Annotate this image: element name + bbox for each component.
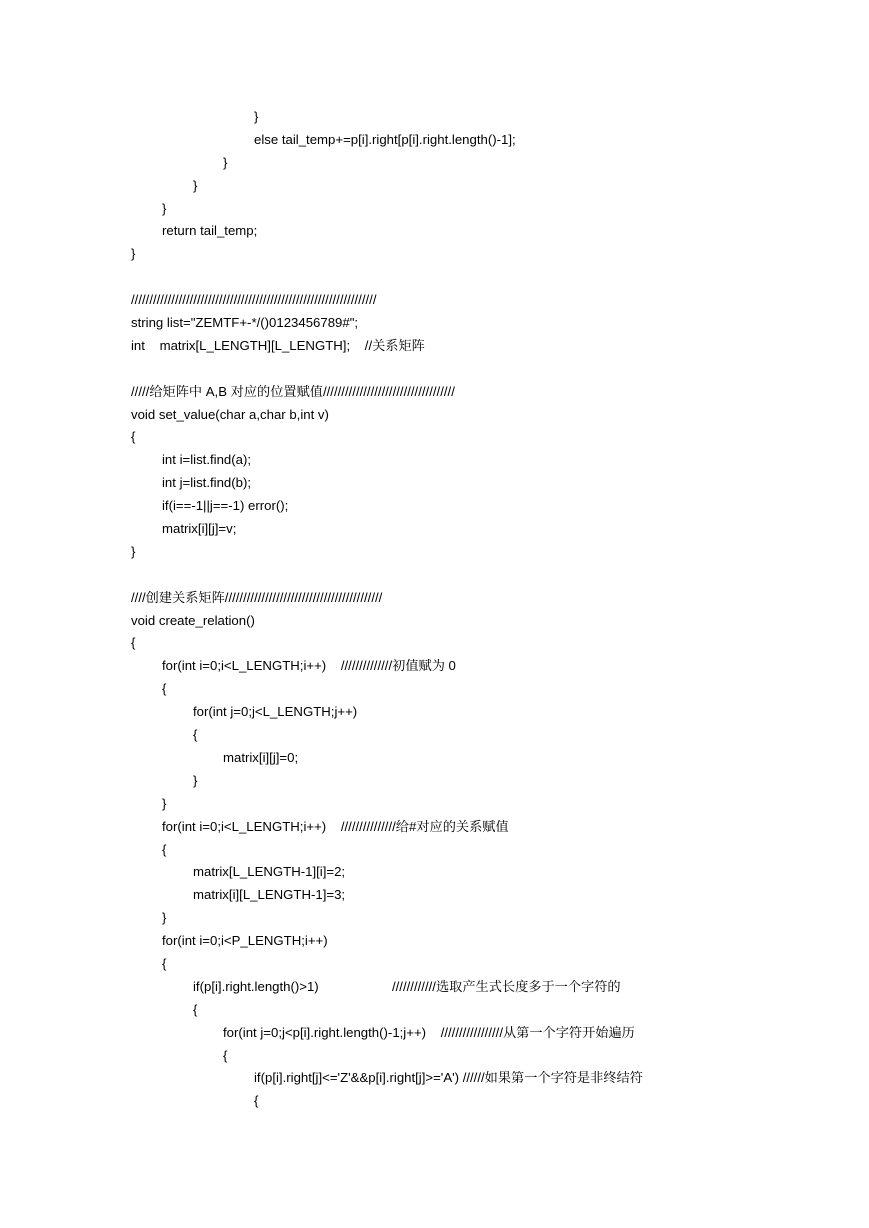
code-line: matrix[i][j]=0;	[223, 749, 299, 765]
code-line: ////创建关系矩阵///////////////////////////////////////////	[131, 589, 383, 605]
code-line: {	[131, 635, 136, 651]
code-line: matrix[i][j]=v;	[162, 521, 237, 537]
code-line: if(p[i].right.length()>1) ////////////选取产生式长度多于一个字符的	[193, 978, 621, 994]
code-line: /////给矩阵中 A,B 对应的位置赋值////////////////////////////////////	[131, 383, 455, 399]
code-line: }	[162, 795, 167, 811]
code-line	[131, 358, 851, 381]
code-line: void set_value(char a,char b,int v)	[131, 406, 329, 422]
code-line: for(int i=0;i<L_LENGTH;i++) ///////////////给#对应的关系赋值	[162, 818, 509, 834]
code-line: for(int i=0;i<P_LENGTH;i++)	[162, 933, 328, 949]
code-line: {	[223, 1047, 228, 1063]
code-line: }	[162, 200, 167, 216]
code-line: {	[162, 955, 167, 971]
code-line: }	[223, 154, 228, 170]
code-line: {	[131, 429, 136, 445]
code-line: for(int j=0;j<p[i].right.length()-1;j++) /////////////////从第一个字符开始遍历	[223, 1024, 635, 1040]
code-line: void create_relation()	[131, 612, 255, 628]
code-line: {	[162, 841, 167, 857]
code-line: {	[162, 681, 167, 697]
code-line: {	[193, 1001, 198, 1017]
code-line: matrix[i][L_LENGTH-1]=3;	[193, 887, 346, 903]
code-line: }	[131, 246, 136, 262]
code-line	[131, 266, 851, 289]
code-line: if(p[i].right[j]<='Z'&&p[i].right[j]>='A') //////如果第一个字符是非终结符	[254, 1070, 643, 1086]
code-line: ///////////////////////////////////////////////////////////////////	[131, 292, 377, 308]
code-line: else tail_temp+=p[i].right[p[i].right.length()-1];	[254, 131, 516, 147]
code-line: for(int j=0;j<L_LENGTH;j++)	[193, 704, 358, 720]
code-line	[131, 564, 851, 587]
code-line: {	[254, 1093, 259, 1109]
code-line: string list="ZEMTF+-*/()0123456789#";	[131, 315, 359, 331]
code-line: {	[193, 727, 198, 743]
code-line: }	[254, 109, 259, 124]
code-line: matrix[L_LENGTH-1][i]=2;	[193, 864, 346, 880]
code-line: for(int i=0;i<L_LENGTH;i++) //////////////初值赋为 0	[162, 658, 456, 674]
code-line: }	[193, 177, 198, 193]
code-line: int j=list.find(b);	[162, 475, 252, 491]
code-line: int i=list.find(a);	[162, 452, 252, 468]
code-listing	[131, 106, 851, 1113]
code-line: if(i==-1||j==-1) error();	[162, 498, 289, 514]
code-line: }	[193, 772, 198, 788]
code-line: }	[162, 910, 167, 926]
code-line: }	[131, 543, 136, 559]
code-line: int matrix[L_LENGTH][L_LENGTH]; //关系矩阵	[131, 337, 425, 353]
code-line: return tail_temp;	[162, 223, 258, 239]
